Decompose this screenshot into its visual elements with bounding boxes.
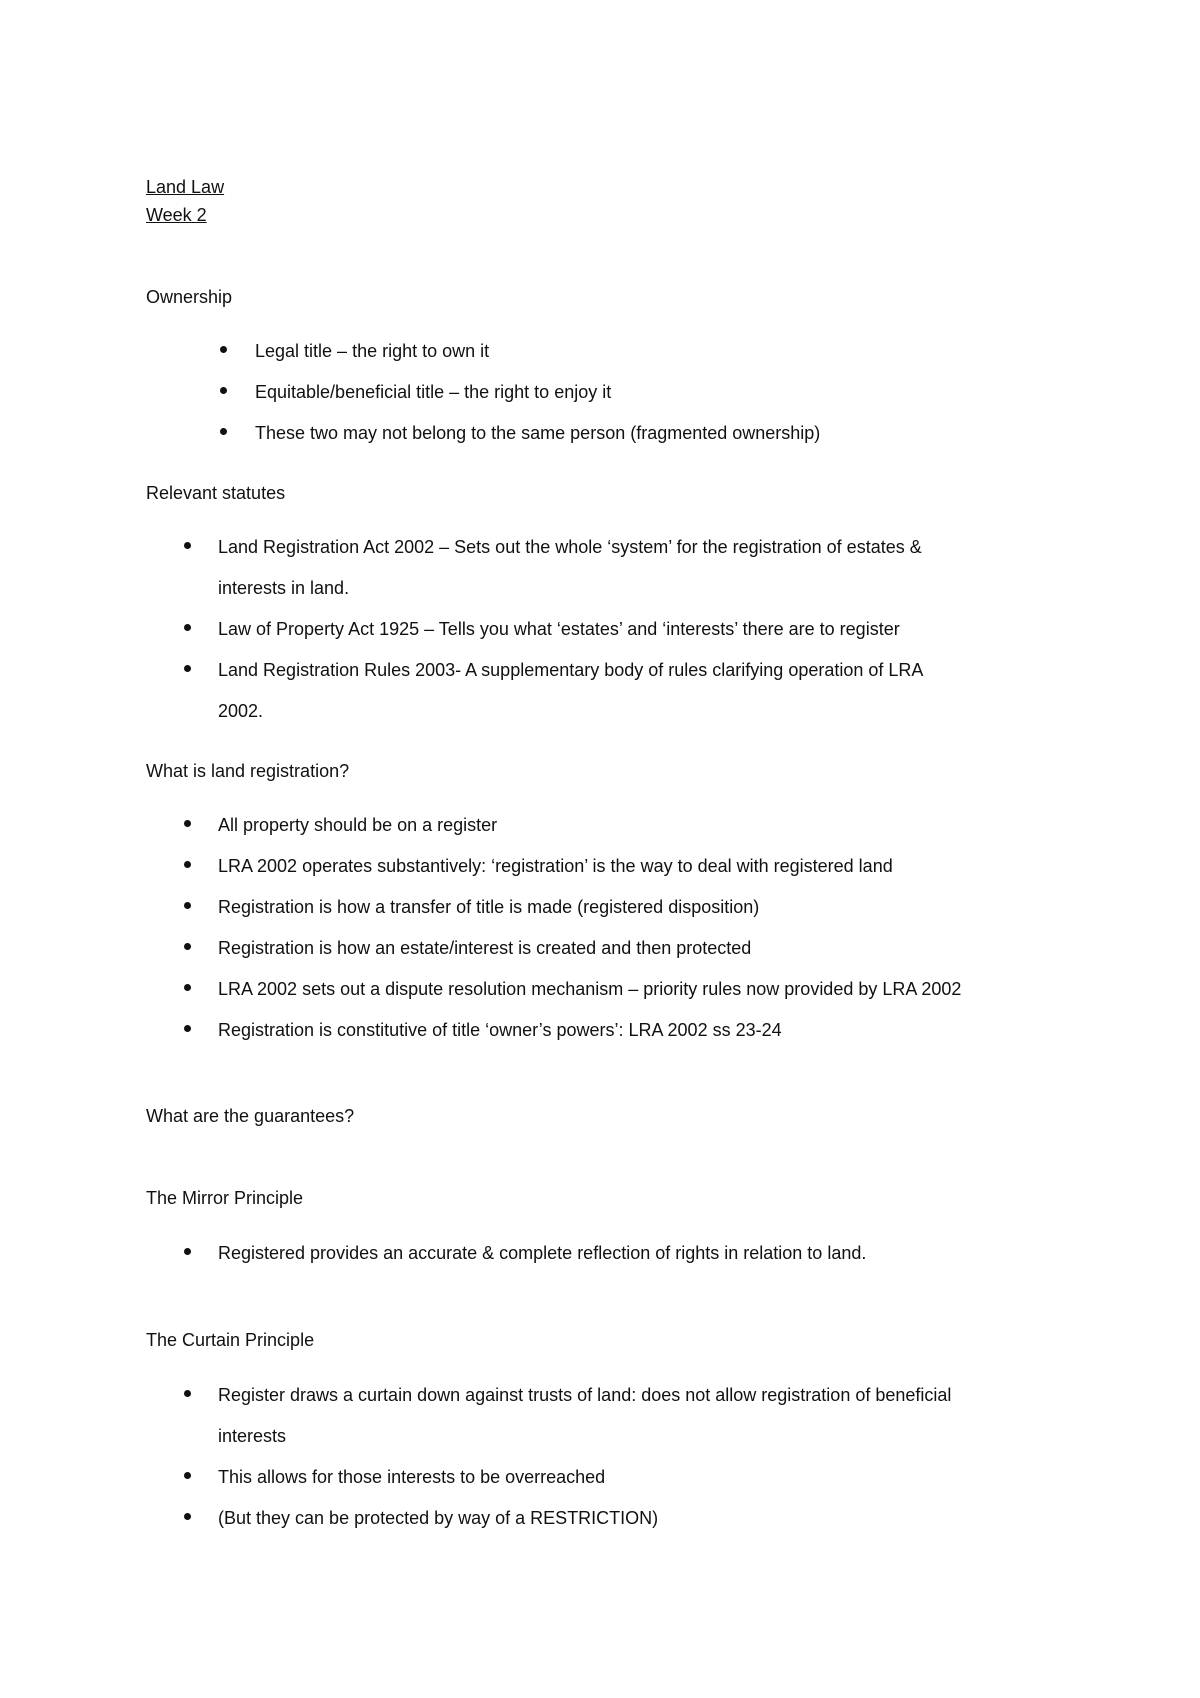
bullet-icon <box>184 1248 191 1255</box>
mirror-heading: The Mirror Principle <box>146 1188 304 1208</box>
list-item: LRA 2002 operates substantively: ‘registration’ is the way to deal with registered land <box>218 856 893 876</box>
list-item: Equitable/beneficial title – the right to enjoy it <box>255 382 612 402</box>
bullet-icon <box>184 1513 191 1520</box>
list-item: Land Registration Rules 2003- A supplementary body of rules clarifying operation of LRA <box>218 660 924 680</box>
bullet-icon <box>184 820 191 827</box>
statutes-heading: Relevant statutes <box>146 483 286 503</box>
bullet-icon <box>184 665 191 672</box>
bullet-icon <box>184 624 191 631</box>
document-title: Land Law <box>146 177 225 197</box>
bullet-icon <box>184 542 191 549</box>
registration-heading: What is land registration? <box>146 761 350 781</box>
bullet-icon <box>184 1472 191 1479</box>
ownership-heading: Ownership <box>146 287 233 307</box>
list-item: This allows for those interests to be overreached <box>218 1467 606 1487</box>
guarantees-heading: What are the guarantees? <box>146 1106 355 1126</box>
bullet-icon <box>184 861 191 868</box>
bullet-icon <box>184 943 191 950</box>
list-item: (But they can be protected by way of a RESTRICTION) <box>218 1508 659 1528</box>
list-item: Registered provides an accurate & complete reflection of rights in relation to land. <box>218 1243 867 1263</box>
list-item: Registration is how an estate/interest is created and then protected <box>218 938 752 958</box>
list-item-continuation: interests in land. <box>218 578 350 598</box>
list-item: Law of Property Act 1925 – Tells you what ‘estates’ and ‘interests’ there are to register <box>218 619 900 639</box>
list-item: All property should be on a register <box>218 815 498 835</box>
bullet-icon <box>184 1025 191 1032</box>
list-item: Legal title – the right to own it <box>255 341 490 361</box>
document-subtitle: Week 2 <box>146 205 207 225</box>
list-item: Registration is how a transfer of title is made (registered disposition) <box>218 897 760 917</box>
bullet-icon <box>220 428 227 435</box>
list-item: LRA 2002 sets out a dispute resolution mechanism – priority rules now provided by LRA 2002 <box>218 979 962 999</box>
curtain-heading: The Curtain Principle <box>146 1330 315 1350</box>
list-item-continuation: interests <box>218 1426 287 1446</box>
list-item: Register draws a curtain down against trusts of land: does not allow registration of beneficial <box>218 1385 952 1405</box>
bullet-icon <box>220 387 227 394</box>
bullet-icon <box>184 984 191 991</box>
list-item: These two may not belong to the same person (fragmented ownership) <box>255 423 821 443</box>
list-item: Land Registration Act 2002 – Sets out the whole ‘system’ for the registration of estates & <box>218 537 922 557</box>
list-item-continuation: 2002. <box>218 701 264 721</box>
bullet-icon <box>184 1390 191 1397</box>
bullet-icon <box>220 346 227 353</box>
bullet-icon <box>184 902 191 909</box>
list-item: Registration is constitutive of title ‘owner’s powers’: LRA 2002 ss 23-24 <box>218 1020 782 1040</box>
